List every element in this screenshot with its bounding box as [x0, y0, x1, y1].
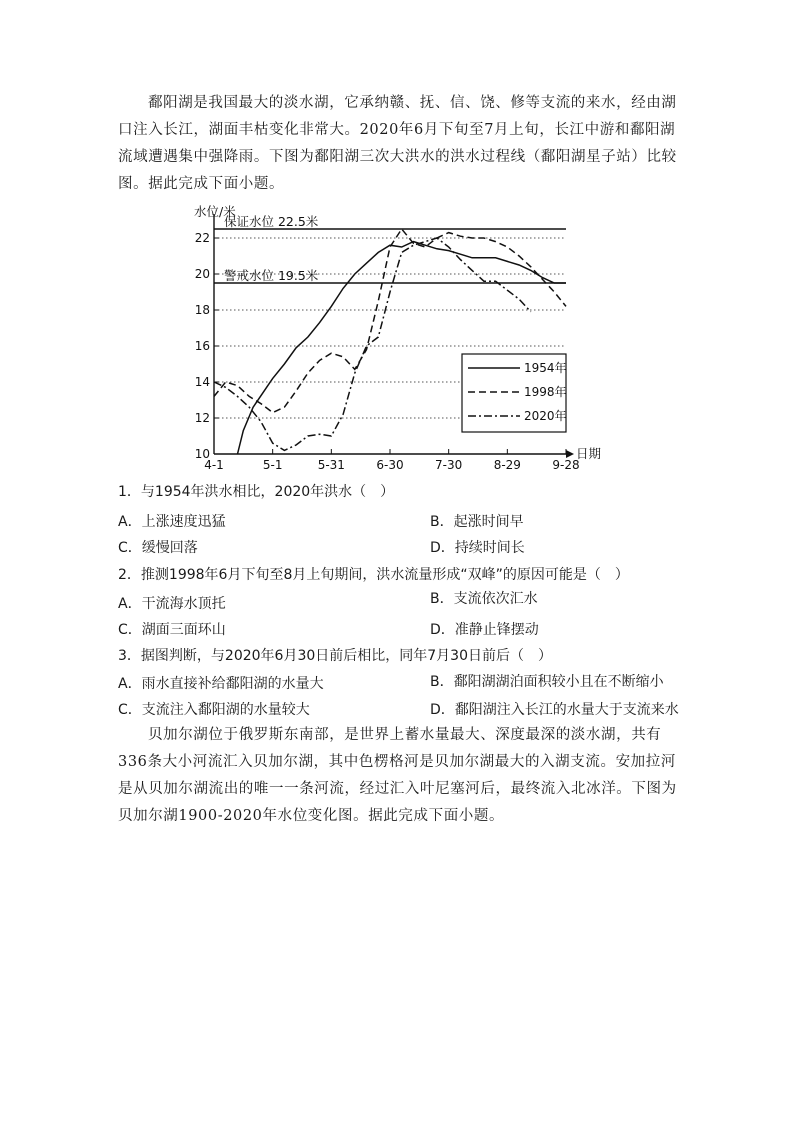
- question-1-option-d[interactable]: D．持续时间长: [430, 540, 525, 556]
- question-3-option-c[interactable]: C．支流注入鄱阳湖的水量较大: [118, 702, 310, 718]
- y-tick-label: 22: [194, 231, 210, 245]
- question-1-stem: 1．与1954年洪水相比，2020年洪水（ ）: [118, 484, 395, 500]
- question-2-option-d[interactable]: D．准静止锋摆动: [430, 622, 539, 638]
- reference-line-label: 警戒水位 19.5米: [224, 268, 319, 283]
- y-tick-label: 18: [194, 303, 210, 317]
- legend-label: 1954年: [524, 361, 567, 375]
- question-2-stem: 2．推测1998年6月下旬至8月上旬期间，洪水流量形成“双峰”的原因可能是（ ）: [118, 567, 629, 583]
- x-tick-label: 9-28: [552, 458, 580, 472]
- passage-baikal: 贝加尔湖位于俄罗斯东南部，是世界上蓄水量最大、深度最深的淡水湖，共有336条大小河流汇入贝加尔湖，其中色楞格河是贝加尔湖最大的入湖支流。安加拉河是从贝加尔湖流出的唯一一条河流，经过汇入叶尼塞河后，最终流入北冰洋。下图为贝加尔湖1900-2020年水位变化图。据此完成下面小题。: [118, 727, 677, 824]
- question-1-option-b[interactable]: B．起涨时间早: [430, 514, 524, 530]
- legend-label: 2020年: [524, 409, 567, 423]
- question-1-option-a[interactable]: A．上涨速度迅猛: [118, 514, 226, 530]
- x-tick-label: 7-30: [435, 458, 463, 472]
- y-axis-label: 水位/米: [194, 204, 236, 219]
- y-tick-label: 10: [194, 447, 210, 461]
- y-tick-label: 12: [194, 411, 210, 425]
- x-axis-label: 日期: [576, 446, 602, 461]
- x-tick-label: 5-1: [262, 458, 283, 472]
- legend-label: 1998年: [524, 385, 567, 399]
- question-2-option-a[interactable]: A．干流海水顶托: [118, 596, 226, 612]
- question-2-option-b[interactable]: B．支流依次汇水: [430, 591, 538, 607]
- x-tick-label: 6-30: [376, 458, 404, 472]
- question-1-option-c[interactable]: C．缓慢回落: [118, 540, 198, 556]
- x-axis-arrow: [566, 450, 574, 458]
- flood-hydrograph-chart: [190, 202, 610, 472]
- x-tick-label: 8-29: [493, 458, 521, 472]
- question-3-option-b[interactable]: B．鄱阳湖湖泊面积较小且在不断缩小: [430, 674, 664, 690]
- question-2-option-c[interactable]: C．湖面三面环山: [118, 622, 226, 638]
- question-3-option-a[interactable]: A．雨水直接补给鄱阳湖的水量大: [118, 676, 324, 692]
- x-tick-label: 5-31: [317, 458, 345, 472]
- y-tick-label: 16: [194, 339, 210, 353]
- y-tick-label: 14: [194, 375, 210, 389]
- question-3-stem: 3．据图判断，与2020年6月30日前后相比，同年7月30日前后（ ）: [118, 648, 552, 664]
- x-tick-label: 4-1: [204, 458, 224, 472]
- passage-poyang: 鄱阳湖是我国最大的淡水湖，它承纳赣、抚、信、饶、修等支流的来水，经由湖口注入长江，湖面丰枯变化非常大。2020年6月下旬至7月上旬，长江中游和鄱阳湖流域遭遇集中强降雨。下图为鄱阳湖三次大洪水的洪水过程线（鄱阳湖星子站）比较图。据此完成下面小题。: [118, 95, 677, 192]
- reference-line-label: 保证水位 22.5米: [224, 214, 319, 229]
- y-tick-label: 20: [194, 267, 210, 281]
- question-3-option-d[interactable]: D．鄱阳湖注入长江的水量大于支流来水: [430, 702, 679, 718]
